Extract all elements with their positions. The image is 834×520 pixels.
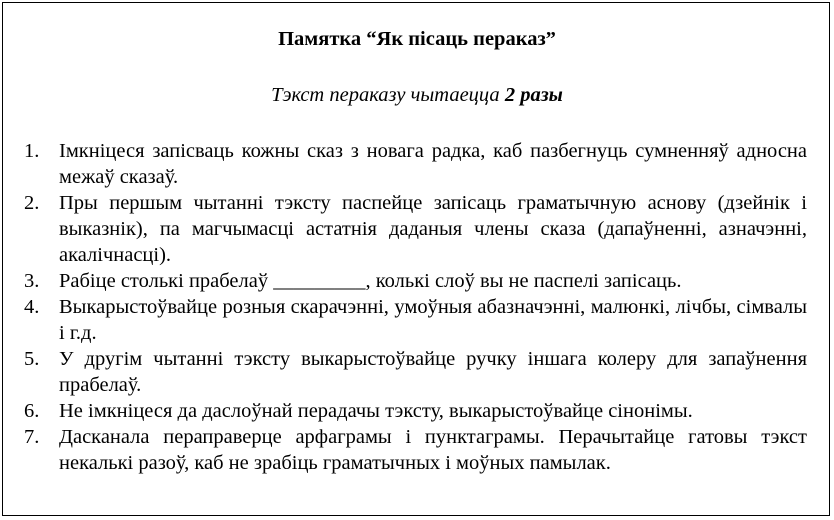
item-number: 5. [24,348,40,370]
item-text: Не імкніцеся да даслоўнай перадачы тэксту, выкарыстоўвайце сінонімы. [59,400,693,422]
item-text: Імкніцеся запісваць кожны сказ з новага радка, каб пазбегнуць сумненняў адносна межаў сказаў. [59,140,807,188]
memo-title: Памятка “Як пісаць пераказ” [278,28,556,50]
item-number: 2. [24,192,40,214]
item-number: 1. [24,140,40,162]
item-text: Пры першым чытанні тэксту паспейце запісаць граматычную аснову (дзейнік і выказнік), па магчымасці астатнія даданыя члены сказа (дапаўненні, азначэнні, акалічнасці). [59,192,807,266]
list-item [24,190,807,268]
item-text: Рабіце столькі прабелаў _________, колькі слоў вы не паспелі запісаць. [59,270,682,292]
item-number: 6. [24,400,40,422]
instructions-list [24,138,807,476]
memo-subtitle [0,82,834,108]
list-item [24,346,807,398]
list-item [24,138,807,190]
list-item [24,398,807,424]
list-item [24,424,807,476]
item-number: 4. [24,296,40,318]
subtitle-emphasis: 2 разы [504,84,563,106]
item-text: У другім чытанні тэксту выкарыстоўвайце ручку іншага колеру для запаўнення прабелаў. [59,348,807,396]
item-number: 7. [24,426,40,448]
list-item [24,268,807,294]
item-text: Дасканала пераправерце арфаграмы і пунктаграмы. Перачытайце гатовы тэкст некалькі разоў, каб не зрабіць граматычных і моўных памылак. [59,426,807,474]
item-number: 3. [24,270,40,292]
list-item [24,294,807,346]
item-text: Выкарыстоўвайце розныя скарачэнні, умоўныя абазначэнні, малюнкі, лічбы, сімвалы і г.д. [59,296,807,344]
subtitle-text: Тэкст пераказу чытаецца [271,84,505,106]
